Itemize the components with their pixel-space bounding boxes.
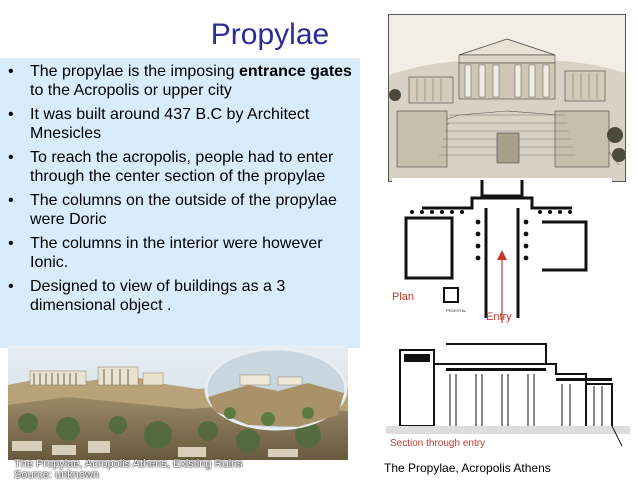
bullet-text: to the Acropolis or upper city bbox=[30, 82, 232, 99]
bullet-text: To reach the acropolis, people had to enter through the center section of the propylae bbox=[30, 149, 334, 185]
bullet-bold-text: entrance gates bbox=[239, 63, 352, 80]
bullet-text: It was built around 437 B.C by Architect Mnesicles bbox=[30, 106, 310, 142]
left-caption-source: Source: unknown bbox=[14, 469, 99, 481]
plan-label: Plan bbox=[392, 291, 415, 303]
propylae-engraving bbox=[388, 14, 626, 182]
section-drawing bbox=[386, 334, 630, 452]
bullet-dot: • bbox=[8, 278, 14, 295]
bullet-dot: • bbox=[8, 235, 14, 252]
section-label: Section through entry bbox=[390, 438, 486, 449]
bullet-text: The propylae is the imposing bbox=[30, 63, 239, 80]
entry-label: Entry bbox=[486, 311, 512, 323]
plan-drawing bbox=[392, 178, 612, 330]
bullet-list bbox=[6, 62, 356, 320]
bullet-item bbox=[6, 191, 356, 229]
bullet-text: Designed to view of buildings as a 3 dimensional object . bbox=[30, 278, 286, 314]
left-caption-line: The Propylae, Acropolis Athens, Existing Ruins bbox=[14, 458, 243, 470]
bullet-dot: • bbox=[8, 149, 14, 166]
bullet-item bbox=[6, 105, 356, 143]
bullet-item bbox=[6, 277, 356, 315]
slide-title: Propylae bbox=[210, 18, 330, 51]
bullet-text: The columns on the outside of the propylae were Doric bbox=[30, 192, 337, 228]
bullet-item bbox=[6, 234, 356, 272]
bullet-item bbox=[6, 62, 356, 100]
bullet-dot: • bbox=[8, 192, 14, 209]
bullet-item bbox=[6, 148, 356, 186]
bullet-dot: • bbox=[8, 106, 14, 123]
acropolis-photo bbox=[8, 345, 348, 460]
right-caption: The Propylae, Acropolis Athens bbox=[384, 461, 551, 475]
bullet-text: The columns in the interior were however Ionic. bbox=[30, 235, 323, 271]
bullet-dot: • bbox=[8, 63, 14, 80]
svg-text:PEDESTAL: PEDESTAL bbox=[446, 308, 467, 313]
